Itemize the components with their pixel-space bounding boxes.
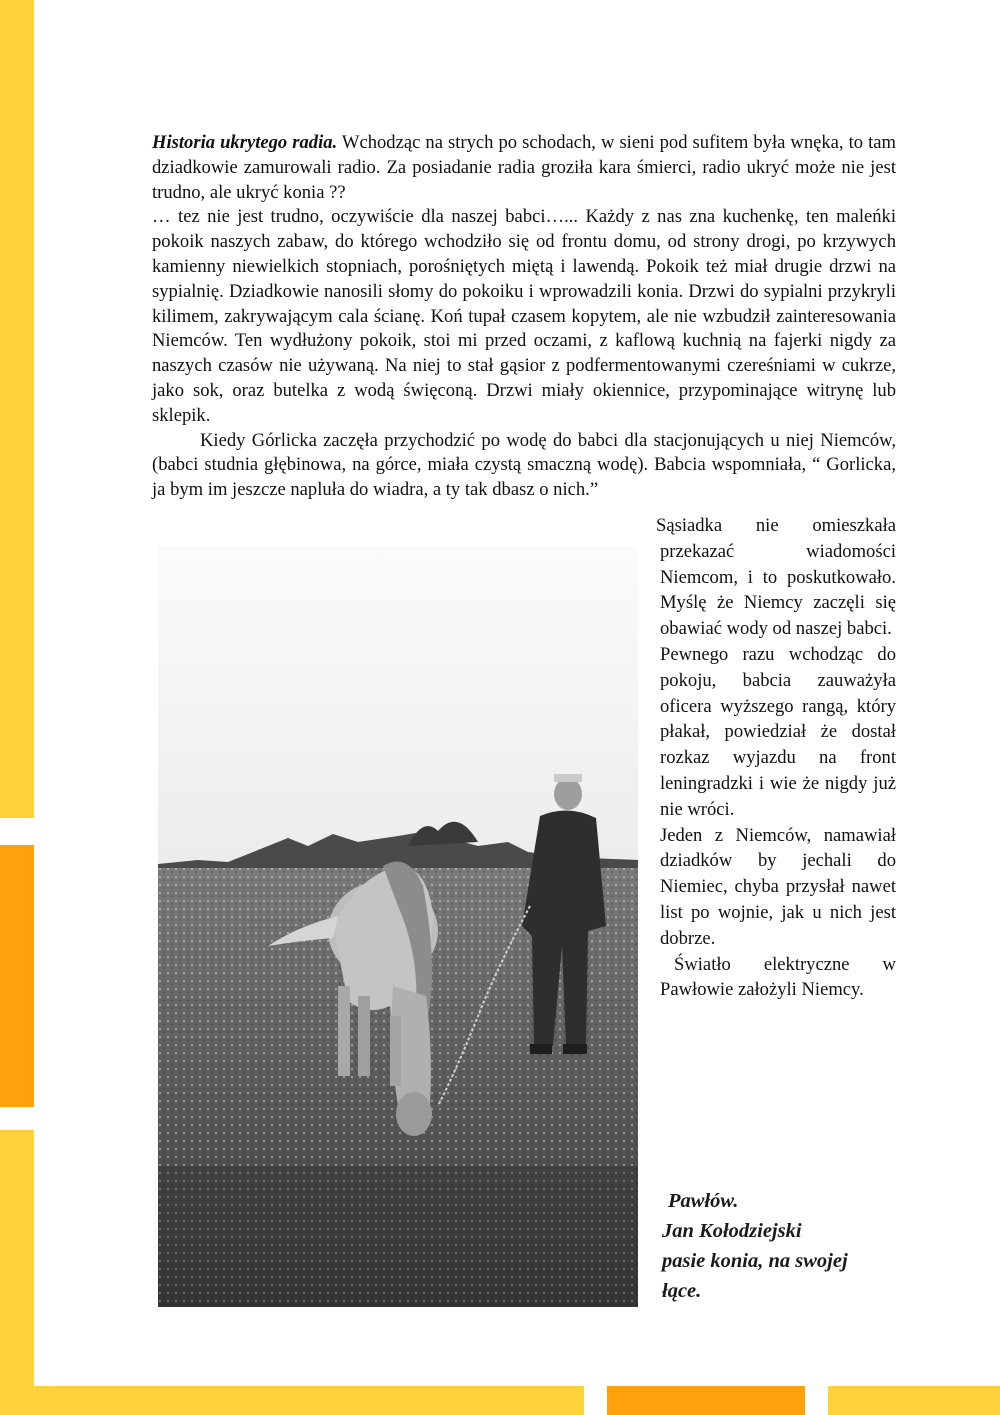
caption-line-1: Pawłów. — [668, 1190, 739, 1212]
bottom-yellow-bar-left — [0, 1386, 584, 1415]
paragraph-1-body: Wchodząc na strych po schodach, w sieni pod sufitem była wnęka, to tam dziadkowie zamurowali radio. Za posiadanie radia groziła kara śmierci, radio ukryć może nie jest trudno, ale ukryć konia ?? — [152, 132, 897, 203]
side-paragraph-1: Sąsiadka nie omieszkała przekazać wiadomości Niemcom, i to poskutkowało. Myślę że Niemcy zaczęli się obawiać wody od naszej babci. — [656, 515, 896, 640]
left-yellow-bar-top — [0, 0, 34, 818]
bottom-yellow-bar-right — [828, 1386, 1000, 1415]
side-paragraph-4: Światło elektryczne w Pawłowie założyli Niemcy. — [660, 953, 896, 1001]
left-orange-bar — [0, 845, 34, 1107]
caption-line-2: Jan Kołodziejski — [662, 1220, 802, 1242]
side-column-text — [656, 513, 896, 1003]
photo-caption — [662, 1186, 902, 1306]
paragraph-2: … tez nie jest trudno, oczywiście dla naszej babci…... Każdy z nas zna kuchenkę, ten maleńki pokoik naszych zabaw, do którego wchodziło się od frontu domu, od strony drogi, po krzywych kamienny niewielkich stopniach, porośniętych miętą i lawendą. Pokoik też miał drugie drzwi na sypialnię. Dziadkowie nanosili słomy do pokoiku i wprowadzili konia. Drzwi do sypialni przykryli kilimem, zakrywającym cala ścianę. Koń tupał czasem kopytem, ale nie wzbudził zainteresowania Niemców. Ten wydłużony pokoik, stoi mi przed oczami, z kaflową kuchnią na fajerki nigdy za naszych czasów nie używaną. Na niej to stał gąsior z podfermentowanymi czereśniami w cukrze, jako sok, oraz butelka z wodą święconą. Drzwi miały okiennice, przypominające witrynę lub sklepik. — [152, 206, 896, 426]
left-yellow-bar-bottom — [0, 1130, 34, 1415]
paragraph-1 — [152, 131, 896, 205]
bottom-orange-bar — [607, 1386, 805, 1415]
paragraph-3: Kiedy Górlicka zaczęła przychodzić po wodę do babci dla stacjonujących u niej Niemców, (babci studnia głębinowa, na górce, miała czystą smaczną wodę). Babcia wspomniała, “ Gorlicka, ja bym im jeszcze napluła do wiadra, a ty tak dbasz o nich.” — [152, 429, 896, 501]
caption-line-3: pasie konia, na swojej — [662, 1250, 848, 1272]
story-lead-title: Historia ukrytego radia. — [152, 132, 338, 153]
caption-line-4: łące. — [662, 1280, 702, 1302]
main-article-text — [152, 131, 896, 503]
side-paragraph-2: Pewnego razu wchodząc do pokoju, babcia zauważyła oficera wyższego rangą, który płakał, powiedział że dostał rozkaz wyjazdu na front leningradzki i wie że nigdy już nie wróci. — [660, 643, 896, 820]
side-paragraph-3: Jeden z Niemców, namawiał dziadków by jechali do Niemiec, chyba przysłał nawet list po wojnie, jak u nich jest dobrze. — [660, 824, 896, 949]
man-with-horse-photo — [158, 546, 638, 1307]
